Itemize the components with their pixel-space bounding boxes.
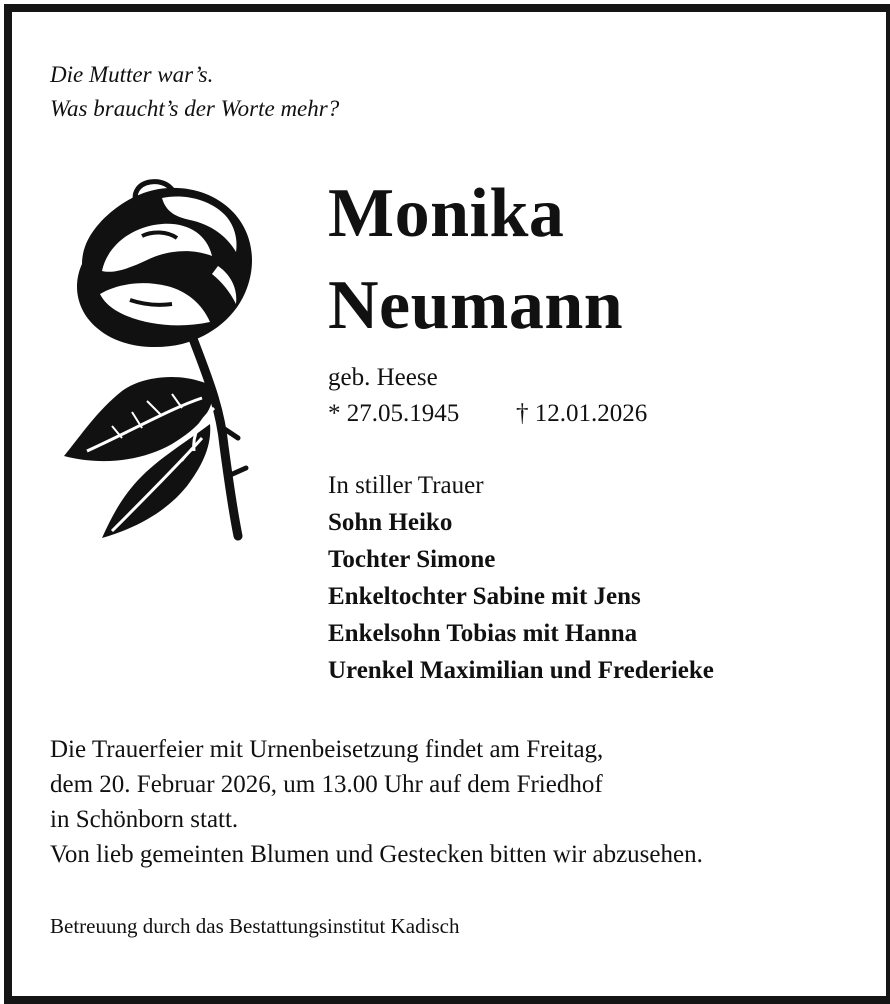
rose-icon: [42, 176, 282, 546]
mourner-entry: Enkelsohn Tobias mit Hanna: [328, 620, 638, 647]
mourner-entry: Tochter Simone: [328, 546, 496, 573]
death-date: † 12.01.2026: [516, 400, 648, 427]
service-info: [50, 732, 703, 872]
service-line: Die Trauerfeier mit Urnenbeisetzung findet am Freitag,: [50, 736, 604, 763]
life-dates: [328, 396, 648, 432]
undertaker-credit: Betreuung durch das Bestattungsinstitut Kadisch: [50, 914, 460, 938]
mourner-entry: Urenkel Maximilian und Frederieke: [328, 657, 714, 684]
motto-line-1: Die Mutter war’s.: [50, 62, 214, 87]
first-name: Monika: [328, 175, 565, 252]
motto: [50, 58, 339, 126]
mourner-entry: Enkeltochter Sabine mit Jens: [328, 583, 641, 610]
service-line: dem 20. Februar 2026, um 13.00 Uhr auf dem Friedhof: [50, 771, 603, 798]
deceased-name: [328, 168, 623, 352]
birth-date: * 27.05.1945: [328, 400, 460, 427]
motto-line-2: Was braucht’s der Worte mehr?: [50, 96, 340, 121]
service-line: Von lieb gemeinten Blumen und Gestecken bitten wir abzusehen.: [50, 841, 703, 868]
mourners-list: [328, 467, 714, 689]
service-line: in Schönborn statt.: [50, 806, 239, 833]
birth-name: geb. Heese: [328, 364, 438, 391]
mourner-entry: Sohn Heiko: [328, 509, 453, 536]
mourners-intro: In stiller Trauer: [328, 472, 484, 499]
last-name: Neumann: [328, 267, 624, 344]
